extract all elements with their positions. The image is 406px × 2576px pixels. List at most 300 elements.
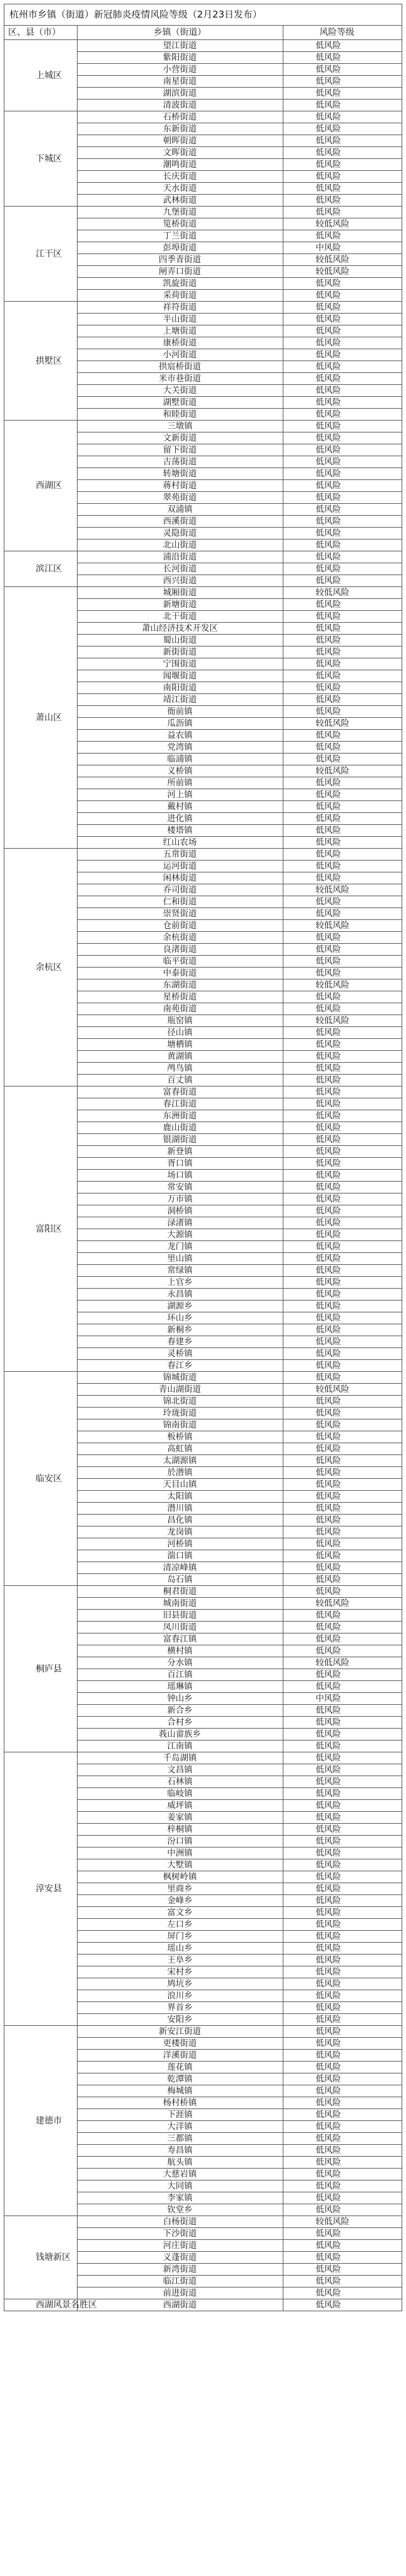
town-cell: 义桥镇: [77, 765, 283, 777]
town-cell: 进化镇: [77, 813, 283, 825]
risk-level-cell: 低风险: [283, 539, 402, 551]
risk-level-cell: 低风险: [283, 1729, 402, 1740]
risk-level-cell: 低风险: [283, 1503, 402, 1515]
town-cell: 石林镇: [77, 1776, 283, 1788]
town-cell: 湍口镇: [77, 1550, 283, 1562]
risk-level-cell: 低风险: [283, 325, 402, 337]
risk-level-cell: 低风险: [283, 1907, 402, 1919]
risk-level-cell: 低风险: [283, 1419, 402, 1431]
town-cell: 临江街道: [77, 2276, 283, 2287]
town-cell: 浦沿街道: [77, 551, 283, 563]
risk-level-cell: 低风险: [283, 789, 402, 801]
town-cell: 前进街道: [77, 2287, 283, 2299]
risk-level-cell: 低风险: [283, 337, 402, 349]
town-cell: 大同镇: [77, 2180, 283, 2192]
town-cell: 场口镇: [77, 1170, 283, 1182]
town-cell: 下涯镇: [77, 2109, 283, 2121]
risk-level-cell: 低风险: [283, 908, 402, 920]
risk-level-cell: 较低风险: [283, 884, 402, 896]
town-cell: 临平街道: [77, 956, 283, 968]
town-cell: 梅城镇: [77, 2085, 283, 2097]
town-cell: 灵隐街道: [77, 528, 283, 539]
risk-level-cell: 较低风险: [283, 920, 402, 932]
town-cell: 桐君街道: [77, 1586, 283, 1598]
risk-level-cell: 低风险: [283, 1943, 402, 1955]
town-cell: 洞桥镇: [77, 1205, 283, 1217]
risk-level-cell: 低风险: [283, 1859, 402, 1871]
table-title: 杭州市乡镇（街道）新冠肺炎疫情风险等级（2月23日发布）: [4, 4, 402, 26]
town-cell: 上官乡: [77, 1277, 283, 1289]
risk-level-cell: 低风险: [283, 2157, 402, 2169]
town-cell: 闲林街道: [77, 872, 283, 884]
header-district: 区、县（市）: [4, 26, 77, 40]
town-cell: 米市巷街道: [77, 373, 283, 385]
town-cell: 潜川镇: [77, 1503, 283, 1515]
town-cell: 三墩镇: [77, 421, 283, 432]
risk-level-cell: 低风险: [283, 1205, 402, 1217]
town-cell: 灵桥镇: [77, 1348, 283, 1360]
town-cell: 崇贤街道: [77, 908, 283, 920]
risk-level-cell: 低风险: [283, 397, 402, 409]
town-cell: 城南街道: [77, 1598, 283, 1610]
risk-level-cell: 低风险: [283, 1740, 402, 1752]
risk-level-cell: 低风险: [283, 1848, 402, 1859]
risk-level-cell: 低风险: [283, 373, 402, 385]
town-cell: 板桥镇: [77, 1431, 283, 1443]
town-cell: 千岛湖镇: [77, 1752, 283, 1764]
risk-level-cell: 低风险: [283, 1324, 402, 1336]
risk-level-cell: 低风险: [283, 1990, 402, 2002]
header-row: [4, 26, 402, 40]
risk-level-cell: 低风险: [283, 2085, 402, 2097]
town-cell: 汾口镇: [77, 1836, 283, 1848]
town-cell: 小河街道: [77, 349, 283, 361]
risk-level-cell: 低风险: [283, 2252, 402, 2264]
table-row: [4, 849, 402, 861]
town-cell: 楼塔镇: [77, 825, 283, 837]
risk-level-cell: 低风险: [283, 1824, 402, 1836]
town-cell: 屏门乡: [77, 1931, 283, 1943]
risk-level-cell: 较低风险: [283, 266, 402, 278]
risk-level-cell: 低风险: [283, 647, 402, 658]
table-row: [4, 2299, 402, 2311]
town-cell: 浪川乡: [77, 1990, 283, 2002]
town-cell: 富春街道: [77, 1086, 283, 1098]
town-cell: 运河街道: [77, 861, 283, 872]
town-cell: 大墅镇: [77, 1859, 283, 1871]
risk-level-cell: 低风险: [283, 1812, 402, 1824]
town-cell: 渌渚镇: [77, 1217, 283, 1229]
risk-level-cell: 低风险: [283, 1669, 402, 1681]
town-cell: 春江乡: [77, 1360, 283, 1372]
risk-level-cell: 低风险: [283, 1193, 402, 1205]
risk-level-cell: 低风险: [283, 658, 402, 670]
district-cell: 钱塘新区: [4, 2216, 77, 2299]
town-cell: 黄湖镇: [77, 1051, 283, 1063]
town-cell: 和睦街道: [77, 409, 283, 421]
risk-level-cell: 低风险: [283, 1372, 402, 1384]
town-cell: 湖源乡: [77, 1301, 283, 1312]
town-cell: 金峰乡: [77, 1895, 283, 1907]
town-cell: 径山镇: [77, 1027, 283, 1039]
risk-level-cell: 低风险: [283, 837, 402, 849]
risk-level-cell: 低风险: [283, 385, 402, 397]
town-cell: 闻堰街道: [77, 670, 283, 682]
town-cell: 星桥街道: [77, 991, 283, 1003]
town-cell: 东洲街道: [77, 1110, 283, 1122]
risk-level-cell: 低风险: [283, 456, 402, 468]
risk-level-cell: 低风险: [283, 1443, 402, 1455]
risk-table-body: [4, 26, 402, 2311]
risk-level-cell: 低风险: [283, 1075, 402, 1086]
town-cell: 万市镇: [77, 1193, 283, 1205]
town-cell: 安阳乡: [77, 2014, 283, 2026]
town-cell: 武林街道: [77, 195, 283, 207]
town-cell: 左口乡: [77, 1919, 283, 1931]
risk-level-cell: 低风险: [283, 813, 402, 825]
risk-level-cell: 低风险: [283, 2204, 402, 2216]
risk-level-cell: 低风险: [283, 1788, 402, 1800]
risk-level-cell: 低风险: [283, 682, 402, 694]
town-cell: 杨村桥镇: [77, 2097, 283, 2109]
risk-level-cell: 低风险: [283, 968, 402, 979]
risk-level-cell: 低风险: [283, 861, 402, 872]
town-cell: 双浦镇: [77, 504, 283, 516]
table-row: [4, 1752, 402, 1764]
town-cell: 春建乡: [77, 1336, 283, 1348]
risk-level-cell: 低风险: [283, 1063, 402, 1075]
town-cell: 南苑街道: [77, 1003, 283, 1015]
risk-level-cell: 低风险: [283, 2276, 402, 2287]
town-cell: 清波街道: [77, 100, 283, 111]
risk-level-cell: 低风险: [283, 1455, 402, 1467]
risk-level-cell: 较低风险: [283, 587, 402, 599]
risk-level-cell: 低风险: [283, 551, 402, 563]
town-cell: 永昌镇: [77, 1289, 283, 1301]
town-cell: 锦城街道: [77, 1372, 283, 1384]
town-cell: 威坪镇: [77, 1800, 283, 1812]
district-cell: 余杭区: [4, 849, 77, 1086]
town-cell: 留下街道: [77, 444, 283, 456]
town-cell: 仁和街道: [77, 896, 283, 908]
risk-level-cell: 低风险: [283, 504, 402, 516]
header-town: 乡镇（街道）: [77, 26, 283, 40]
risk-level-cell: 低风险: [283, 516, 402, 528]
risk-level-cell: 低风险: [283, 1003, 402, 1015]
risk-level-cell: 低风险: [283, 1182, 402, 1193]
risk-level-cell: 低风险: [283, 1122, 402, 1134]
town-cell: 文新街道: [77, 432, 283, 444]
risk-level-cell: 低风险: [283, 1348, 402, 1360]
town-cell: 翠苑街道: [77, 492, 283, 504]
town-cell: 瑶山乡: [77, 1943, 283, 1955]
risk-level-cell: 低风险: [283, 183, 402, 195]
risk-level-cell: 低风险: [283, 2073, 402, 2085]
town-cell: 所前镇: [77, 777, 283, 789]
risk-level-cell: 低风险: [283, 100, 402, 111]
town-cell: 乾潭镇: [77, 2073, 283, 2085]
district-cell: 萧山区: [4, 587, 77, 849]
table-row: [4, 1372, 402, 1384]
risk-level-cell: 低风险: [283, 1681, 402, 1693]
district-cell: 临安区: [4, 1372, 77, 1586]
risk-level-cell: 低风险: [283, 2228, 402, 2240]
table-row: [4, 111, 402, 123]
risk-level-cell: 较低风险: [283, 1598, 402, 1610]
risk-level-cell: 低风险: [283, 2121, 402, 2133]
risk-level-cell: 低风险: [283, 361, 402, 373]
risk-level-cell: 低风险: [283, 1705, 402, 1717]
risk-level-cell: 低风险: [283, 135, 402, 147]
town-cell: 凤川街道: [77, 1622, 283, 1633]
risk-level-cell: 低风险: [283, 1098, 402, 1110]
table-row: [4, 587, 402, 599]
town-cell: 塘栖镇: [77, 1039, 283, 1051]
risk-level-cell: 低风险: [283, 468, 402, 480]
risk-level-cell: 低风险: [283, 670, 402, 682]
risk-level-cell: 低风险: [283, 1158, 402, 1170]
risk-level-cell: 低风险: [283, 611, 402, 623]
town-cell: 玲珑街道: [77, 1408, 283, 1419]
risk-level-cell: 较低风险: [283, 765, 402, 777]
risk-level-cell: 低风险: [283, 1277, 402, 1289]
town-cell: 紫阳街道: [77, 52, 283, 64]
town-cell: 新安江街道: [77, 2026, 283, 2038]
town-cell: 古荡街道: [77, 456, 283, 468]
town-cell: 新合乡: [77, 1705, 283, 1717]
risk-level-cell: 低风险: [283, 1312, 402, 1324]
town-cell: 衙前镇: [77, 706, 283, 718]
town-cell: 红山农场: [77, 837, 283, 849]
risk-level-cell: 低风险: [283, 1538, 402, 1550]
risk-level-cell: 低风险: [283, 2287, 402, 2299]
risk-level-cell: 低风险: [283, 2062, 402, 2073]
district-cell: 滨江区: [4, 551, 77, 587]
risk-level-cell: 低风险: [283, 1871, 402, 1883]
town-cell: 大洋镇: [77, 2121, 283, 2133]
town-cell: 闸弄口街道: [77, 266, 283, 278]
town-cell: 青山湖街道: [77, 1384, 283, 1396]
town-cell: 河桥镇: [77, 1538, 283, 1550]
town-cell: 九堡街道: [77, 207, 283, 218]
town-cell: 鸬鸟镇: [77, 1063, 283, 1075]
risk-level-cell: 低风险: [283, 2264, 402, 2276]
town-cell: 梓桐镇: [77, 1824, 283, 1836]
risk-level-cell: 低风险: [283, 801, 402, 813]
town-cell: 宁围街道: [77, 658, 283, 670]
town-cell: 西兴街道: [77, 575, 283, 587]
district-cell: 桐庐县: [4, 1586, 77, 1752]
risk-level-cell: 低风险: [283, 932, 402, 944]
risk-level-cell: 低风险: [283, 1217, 402, 1229]
town-cell: 转塘街道: [77, 468, 283, 480]
town-cell: 横村镇: [77, 1645, 283, 1657]
risk-level-cell: 较低风险: [283, 718, 402, 730]
header-risk: 风险等级: [283, 26, 402, 40]
risk-level-cell: 低风险: [283, 2169, 402, 2180]
risk-level-cell: 低风险: [283, 1146, 402, 1158]
risk-level-cell: 低风险: [283, 2038, 402, 2050]
town-cell: 春江街道: [77, 1098, 283, 1110]
town-cell: 鸠坑乡: [77, 1978, 283, 1990]
table-row: [4, 40, 402, 52]
risk-level-cell: 低风险: [283, 635, 402, 647]
town-cell: 瓶窑镇: [77, 1015, 283, 1027]
town-cell: 余杭街道: [77, 932, 283, 944]
town-cell: 城厢街道: [77, 587, 283, 599]
risk-level-cell: 低风险: [283, 730, 402, 742]
risk-level-cell: 低风险: [283, 706, 402, 718]
risk-level-cell: 低风险: [283, 2026, 402, 2038]
town-cell: 南星街道: [77, 76, 283, 88]
risk-level-cell: 低风险: [283, 1408, 402, 1419]
risk-level-cell: 中风险: [283, 242, 402, 254]
town-cell: 里山镇: [77, 1253, 283, 1265]
town-cell: 东湖街道: [77, 979, 283, 991]
risk-level-cell: 低风险: [283, 76, 402, 88]
risk-level-cell: 低风险: [283, 2002, 402, 2014]
town-cell: 新桐乡: [77, 1324, 283, 1336]
risk-level-cell: 低风险: [283, 1752, 402, 1764]
town-cell: 合村乡: [77, 1717, 283, 1729]
table-row: [4, 551, 402, 563]
risk-level-cell: 低风险: [283, 1110, 402, 1122]
risk-level-cell: 低风险: [283, 1931, 402, 1943]
town-cell: 富文乡: [77, 1907, 283, 1919]
risk-level-cell: 低风险: [283, 492, 402, 504]
risk-level-cell: 低风险: [283, 991, 402, 1003]
town-cell: 富春江镇: [77, 1633, 283, 1645]
town-cell: 大慈岩镇: [77, 2169, 283, 2180]
town-cell: 仓前街道: [77, 920, 283, 932]
town-cell: 更楼街道: [77, 2038, 283, 2050]
town-cell: 瑶琳镇: [77, 1681, 283, 1693]
risk-level-cell: 低风险: [283, 1764, 402, 1776]
town-cell: 彭埠街道: [77, 242, 283, 254]
risk-level-cell: 低风险: [283, 207, 402, 218]
town-cell: 常安镇: [77, 1182, 283, 1193]
town-cell: 西溪街道: [77, 516, 283, 528]
risk-level-cell: 低风险: [283, 1134, 402, 1146]
risk-level-cell: 低风险: [283, 1431, 402, 1443]
town-cell: 百江镇: [77, 1669, 283, 1681]
risk-level-cell: 低风险: [283, 1610, 402, 1622]
town-cell: 江南镇: [77, 1740, 283, 1752]
risk-level-cell: 低风险: [283, 1229, 402, 1241]
risk-level-cell: 低风险: [283, 1633, 402, 1645]
town-cell: 临岐镇: [77, 1788, 283, 1800]
risk-level-cell: 低风险: [283, 896, 402, 908]
risk-level-cell: 较低风险: [283, 1657, 402, 1669]
town-cell: 凯旋街道: [77, 278, 283, 290]
town-cell: 钦堂乡: [77, 2204, 283, 2216]
risk-level-cell: 低风险: [283, 195, 402, 207]
risk-level-cell: 低风险: [283, 1265, 402, 1277]
town-cell: 河庄街道: [77, 2240, 283, 2252]
risk-level-cell: 低风险: [283, 409, 402, 421]
risk-level-cell: 低风险: [283, 742, 402, 754]
town-cell: 太湖源镇: [77, 1455, 283, 1467]
table-row: [4, 2216, 402, 2228]
town-cell: 望江街道: [77, 40, 283, 52]
risk-level-cell: 低风险: [283, 1645, 402, 1657]
risk-level-cell: 低风险: [283, 314, 402, 325]
risk-level-cell: 低风险: [283, 1776, 402, 1788]
town-cell: 长庆街道: [77, 171, 283, 183]
risk-level-cell: 较低风险: [283, 979, 402, 991]
town-cell: 岛石镇: [77, 1574, 283, 1586]
town-cell: 姜家镇: [77, 1812, 283, 1824]
town-cell: 中泰街道: [77, 968, 283, 979]
risk-level-cell: 低风险: [283, 1955, 402, 1966]
risk-level-cell: 低风险: [283, 1301, 402, 1312]
risk-level-cell: 低风险: [283, 694, 402, 706]
risk-level-cell: 低风险: [283, 2014, 402, 2026]
risk-level-cell: 低风险: [283, 1396, 402, 1408]
town-cell: 分水镇: [77, 1657, 283, 1669]
risk-level-cell: 低风险: [283, 754, 402, 765]
district-cell: 富阳区: [4, 1086, 77, 1372]
town-cell: 湖墅街道: [77, 397, 283, 409]
town-cell: 新塘街道: [77, 599, 283, 611]
risk-level-cell: 低风险: [283, 1027, 402, 1039]
town-cell: 义蓬街道: [77, 2252, 283, 2264]
risk-level-cell: 低风险: [283, 171, 402, 183]
risk-level-cell: 低风险: [283, 2145, 402, 2157]
town-cell: 四季青街道: [77, 254, 283, 266]
town-cell: 文晖街道: [77, 147, 283, 159]
town-cell: 新湾街道: [77, 2264, 283, 2276]
table-row: [4, 421, 402, 432]
district-cell: 西湖区: [4, 421, 77, 551]
town-cell: 良渚街道: [77, 944, 283, 956]
risk-level-cell: 低风险: [283, 1360, 402, 1372]
risk-level-cell: 低风险: [283, 290, 402, 302]
town-cell: 笕桥街道: [77, 218, 283, 230]
risk-level-cell: 低风险: [283, 147, 402, 159]
risk-level-cell: 较低风险: [283, 1015, 402, 1027]
town-cell: 南阳街道: [77, 682, 283, 694]
town-cell: 采荷街道: [77, 290, 283, 302]
town-cell: 鹿山街道: [77, 1122, 283, 1134]
town-cell: 李家镇: [77, 2192, 283, 2204]
risk-level-cell: 低风险: [283, 2133, 402, 2145]
table-row: [4, 2026, 402, 2038]
risk-level-cell: 较低风险: [283, 254, 402, 266]
town-cell: 五常街道: [77, 849, 283, 861]
town-cell: 白杨街道: [77, 2216, 283, 2228]
town-cell: 靖江街道: [77, 694, 283, 706]
town-cell: 王阜乡: [77, 1955, 283, 1966]
town-cell: 里商乡: [77, 1883, 283, 1895]
risk-level-cell: 低风险: [283, 1717, 402, 1729]
risk-level-cell: 低风险: [283, 40, 402, 52]
town-cell: 丁兰街道: [77, 230, 283, 242]
risk-level-cell: 低风险: [283, 849, 402, 861]
town-cell: 朝晖街道: [77, 135, 283, 147]
risk-level-cell: 低风险: [283, 1289, 402, 1301]
town-cell: 潮鸣街道: [77, 159, 283, 171]
district-cell: 淳安县: [4, 1752, 77, 2026]
town-cell: 龙岗镇: [77, 1526, 283, 1538]
risk-level-cell: 低风险: [283, 2097, 402, 2109]
table-row: [4, 207, 402, 218]
town-cell: 莲花镇: [77, 2062, 283, 2073]
town-cell: 航头镇: [77, 2157, 283, 2169]
table-row: [4, 1086, 402, 1098]
risk-level-cell: 低风险: [283, 777, 402, 789]
risk-level-cell: 低风险: [283, 1586, 402, 1598]
